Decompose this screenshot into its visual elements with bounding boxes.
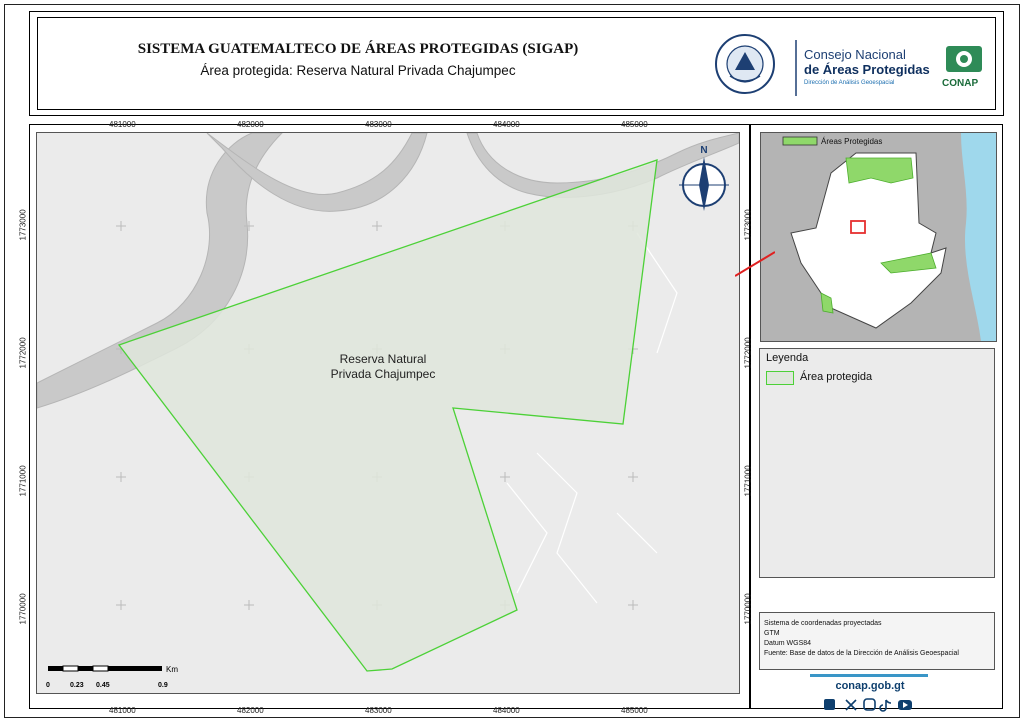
legend-item-label: Área protegida (800, 371, 873, 383)
logo-area (708, 26, 998, 106)
header-inner-box (37, 17, 996, 110)
info-line2: GTM (764, 630, 780, 637)
y-tick-right-3: 1771000 (743, 465, 753, 497)
conap-logo-icon (946, 46, 982, 72)
logo-line1: Consejo Nacional (804, 47, 906, 62)
guatemala-seal-icon (716, 35, 774, 93)
inset-connector-line (735, 248, 775, 278)
scale-label-1: 0.23 (70, 682, 84, 689)
x-tick-bottom-1: 481000 (109, 706, 136, 715)
inset-map[interactable] (760, 132, 997, 342)
scale-bar (46, 664, 196, 694)
facebook-icon[interactable] (824, 699, 835, 710)
x-tick-top-4: 484000 (493, 120, 520, 129)
x-tick-top-2: 482000 (237, 120, 264, 129)
y-tick-left-4: 1770000 (18, 593, 28, 625)
x-tick-bottom-3: 483000 (365, 706, 392, 715)
scale-unit: Km (166, 665, 178, 674)
protected-area-polygon[interactable] (119, 160, 657, 671)
x-tick-bottom-2: 482000 (237, 706, 264, 715)
y-tick-left-3: 1771000 (18, 465, 28, 497)
footer-accent-line (810, 674, 928, 677)
social-icons (820, 697, 920, 713)
x-tick-top-5: 485000 (621, 120, 648, 129)
y-tick-right-2: 1772000 (743, 337, 753, 369)
y-tick-left-2: 1772000 (18, 337, 28, 369)
header-box (29, 11, 1004, 116)
x-icon[interactable] (846, 700, 856, 710)
institution-logos (708, 26, 998, 106)
x-tick-bottom-5: 485000 (621, 706, 648, 715)
legend-title: Leyenda (766, 352, 809, 364)
main-map-svg (37, 133, 739, 693)
info-panel (759, 612, 995, 670)
footer-url[interactable]: conap.gob.gt (835, 680, 905, 692)
x-tick-top-1: 481000 (109, 120, 136, 129)
legend-swatch (766, 371, 794, 385)
y-tick-left-1: 1773000 (18, 209, 28, 241)
logo-line3: Dirección de Análisis Geoespacial (804, 80, 895, 86)
x-tick-bottom-4: 484000 (493, 706, 520, 715)
instagram-icon[interactable] (864, 699, 875, 710)
area-label-line1: Reserva Natural (339, 352, 427, 366)
tiktok-icon[interactable] (880, 700, 891, 711)
info-line1: Sistema de coordenadas proyectadas (764, 620, 882, 627)
info-line3: Datum WGS84 (764, 640, 812, 647)
main-map[interactable] (36, 132, 740, 694)
scale-label-3: 0.9 (158, 682, 168, 689)
inset-legend-swatch (783, 137, 817, 145)
legend-panel (759, 348, 995, 578)
conap-label: CONAP (942, 78, 979, 89)
map-title: SISTEMA GUATEMALTECO DE ÁREAS PROTEGIDAS (SIGAP) (137, 41, 579, 57)
area-label-line2: Privada Chajumpec (330, 367, 436, 381)
x-tick-top-3: 483000 (365, 120, 392, 129)
scale-label-0: 0 (46, 682, 50, 689)
inset-map-svg (761, 133, 996, 341)
logo-line2: de Áreas Protegidas (804, 62, 930, 77)
north-label: N (700, 145, 708, 156)
scale-label-2: 0.45 (96, 682, 110, 689)
y-tick-right-4: 1770000 (743, 593, 753, 625)
y-tick-right-1: 1773000 (743, 209, 753, 241)
inset-legend-label: Áreas Protegidas (821, 137, 883, 146)
map-subtitle: Área protegida: Reserva Natural Privada Chajumpec (200, 63, 516, 78)
info-line4: Fuente: Base de datos de la Dirección de Análisis Geoespacial (764, 650, 959, 657)
